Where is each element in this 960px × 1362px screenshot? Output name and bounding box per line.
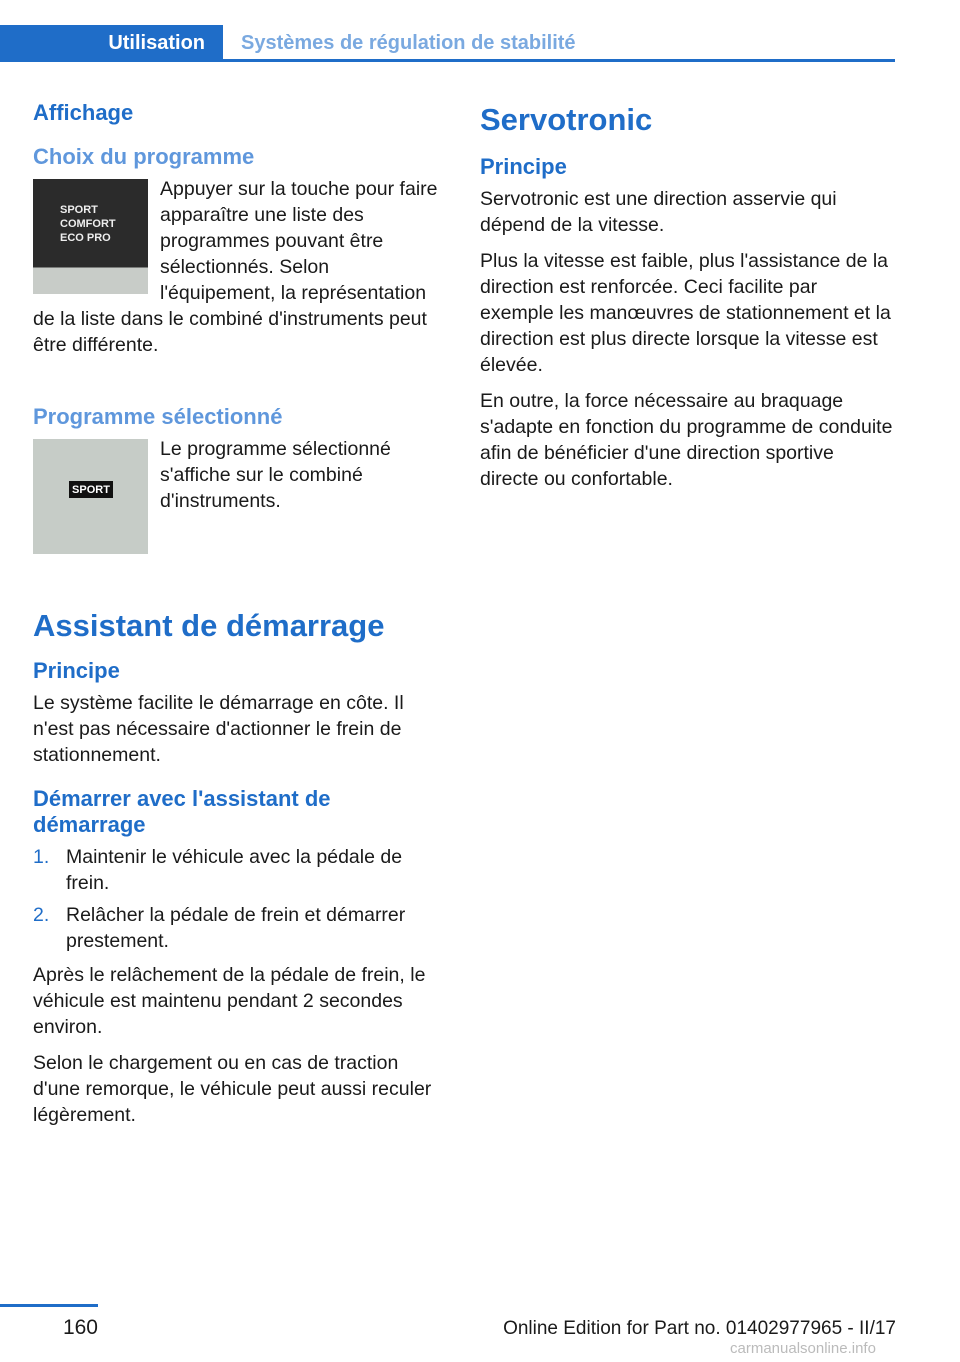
heading-principe-servotronic: Principe xyxy=(480,154,567,179)
section-title-servotronic: Servotronic xyxy=(480,102,653,137)
program-list xyxy=(60,203,116,245)
page-number: 160 xyxy=(62,1316,98,1339)
tab-systemes-regulation[interactable]: Systèmes de régulation de stabilité xyxy=(241,31,576,54)
servotronic-text-3: En outre, la force nécessaire au braquage s'adapte en fonction du programme de conduite afin de bénéficier d'une direction sportive directe ou confortable. xyxy=(480,390,893,490)
load-trailer-text: Selon le chargement ou en cas de traction d'une remorque, le véhicule peut aussi reculer légèrement. xyxy=(33,1052,432,1126)
heading-programme-selectionne: Programme sélectionné xyxy=(33,404,283,429)
heading-principe-assistant: Principe xyxy=(33,658,120,683)
watermark: carmanualsonline.info xyxy=(730,1340,876,1357)
list-item xyxy=(33,902,447,954)
program-sport-label: SPORT xyxy=(60,204,98,216)
program-ecopro-label: ECO PRO xyxy=(60,232,111,244)
footer-rule xyxy=(0,1304,98,1307)
left-column xyxy=(33,100,447,1138)
heading-choix-programme: Choix du programme xyxy=(33,144,255,169)
step-text: Relâcher la pédale de frein et démarrer prestement. xyxy=(66,904,406,952)
program-list-display-image xyxy=(33,179,148,294)
program-comfort-label: COMFORT xyxy=(60,218,116,230)
heading-demarrer-assistant: Démarrer avec l'assistant de démarrage xyxy=(33,786,331,837)
header-tabs xyxy=(0,25,895,61)
sport-badge: SPORT xyxy=(69,481,113,498)
servotronic-text-2: Plus la vitesse est faible, plus l'assistance de la direction est renforcée. Ceci facilite par exemple les manœuvres de stationnement et la direction est plus directe lorsque la vitesse est élevée. xyxy=(480,250,891,376)
principe-assistant-text: Le système facilite le démarrage en côte. Il n'est pas nécessaire d'actionner le frein de stationnement. xyxy=(33,692,404,766)
right-column xyxy=(480,100,896,502)
list-item xyxy=(33,844,447,896)
step-text: Maintenir le véhicule avec la pédale de frein. xyxy=(66,846,403,894)
steps-list xyxy=(33,844,447,954)
section-title-affichage: Affichage xyxy=(33,100,134,125)
step-number: 2. xyxy=(33,904,50,926)
programme-selectionne-text: Le programme sélectionné s'affiche sur le combiné d'instruments. xyxy=(160,438,391,512)
programme-selectionne-block xyxy=(33,436,447,566)
selected-program-display-image xyxy=(33,439,148,554)
choix-text: Appuyer sur la touche pour faire apparaître une liste des programmes pouvant être sélectionnés. Selon l'équipement, la représentation de la liste dans le combiné d'instruments peut être différente. xyxy=(33,178,438,356)
choix-block xyxy=(33,176,447,368)
after-release-text: Après le relâchement de la pédale de frein, le véhicule est maintenu pendant 2 secondes environ. xyxy=(33,964,426,1038)
servotronic-text-1: Servotronic est une direction asservie qui dépend de la vitesse. xyxy=(480,188,837,236)
section-title-assistant-demarrage: Assistant de démarrage xyxy=(33,608,385,643)
step-number: 1. xyxy=(33,846,50,868)
edition-label: Online Edition for Part no. 01402977965 - II/17 xyxy=(503,1318,896,1339)
tab-utilisation[interactable]: Utilisation xyxy=(0,25,223,61)
